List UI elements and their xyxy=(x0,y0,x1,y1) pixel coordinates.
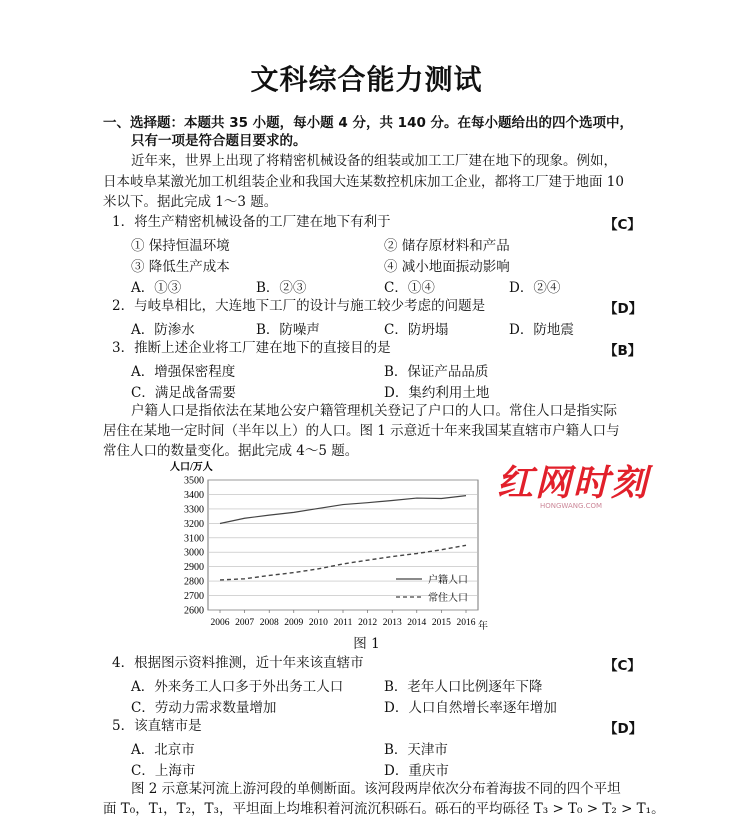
q3-stem: 3．推断上述企业将工厂建在地下的直接目的是 xyxy=(112,340,391,356)
y-tick-label: 2900 xyxy=(184,562,204,574)
series-line-registered xyxy=(220,496,466,524)
x-tick-label: 2009 xyxy=(284,618,304,628)
q4-option-b: B．老年人口比例逐年下降 xyxy=(384,679,543,695)
y-tick-label: 3000 xyxy=(184,547,204,559)
q5-option-b: B．天津市 xyxy=(384,742,448,758)
x-tick-label: 2006 xyxy=(210,618,230,628)
q2-answer: 【D】 xyxy=(604,301,643,317)
q5-answer: 【D】 xyxy=(604,721,643,737)
section-heading-line2: 只有一项是符合题目要求的。 xyxy=(131,133,307,149)
hongwang-watermark-logo: 红网时刻 xyxy=(497,463,650,504)
y-tick-label: 2600 xyxy=(184,605,204,617)
q4-option-d: D．人口自然增长率逐年增加 xyxy=(384,700,557,716)
y-tick-label: 3100 xyxy=(184,533,204,545)
x-tick-label: 2016 xyxy=(456,618,476,628)
q5-option-d: D．重庆市 xyxy=(384,763,449,779)
q1-item-4: ④ 减小地面振动影响 xyxy=(384,259,510,275)
q2-stem: 2．与岐阜相比，大连地下工厂的设计与施工较少考虑的问题是 xyxy=(112,298,486,314)
passage2-line2: 居住在某地一定时间（半年以上）的人口。图 1 示意近十年来我国某直辖市户籍人口与 xyxy=(103,423,620,439)
population-line-chart xyxy=(160,458,500,634)
passage1-line3: 米以下。据此完成 1～3 题。 xyxy=(103,194,278,210)
y-tick-label: 3500 xyxy=(184,475,204,487)
y-tick-label: 3400 xyxy=(184,489,204,501)
q1-answer: 【C】 xyxy=(604,217,641,233)
x-tick-label: 2008 xyxy=(259,618,279,628)
x-tick-label: 2014 xyxy=(407,618,427,628)
passage1-line1: 近年来，世界上出现了将精密机械设备的组装或加工工厂建在地下的现象。例如， xyxy=(131,153,617,169)
passage2-line1: 户籍人口是指依法在某地公安户籍管理机关登记了户口的人口。常住人口是指实际 xyxy=(131,403,617,419)
plot-frame xyxy=(208,480,478,610)
y-tick-label: 2800 xyxy=(184,576,204,588)
figure-caption: 图 1 xyxy=(353,636,380,652)
q3-answer: 【B】 xyxy=(604,343,642,359)
x-axis-unit: 年 xyxy=(478,621,488,632)
y-axis-label: 人口/万人 xyxy=(170,462,213,473)
q1-item-1: ① 保持恒温环境 xyxy=(131,238,230,254)
q1-option-d: D．②④ xyxy=(509,280,561,296)
page-title: 文科综合能力测试 xyxy=(250,63,483,96)
q5-option-c: C．上海市 xyxy=(131,763,196,779)
q1-option-b: B．②③ xyxy=(256,280,307,296)
x-tick-label: 2010 xyxy=(308,618,328,628)
q3-option-a: A．增强保密程度 xyxy=(131,364,236,380)
x-tick-label: 2015 xyxy=(431,618,451,628)
q4-answer: 【C】 xyxy=(604,658,641,674)
y-tick-label: 3300 xyxy=(184,504,204,516)
section-heading-line1: 一、选择题：本题共 35 小题，每小题 4 分，共 140 分。在每小题给出的四个选项中， xyxy=(103,115,634,131)
q1-item-3: ③ 降低生产成本 xyxy=(131,259,230,275)
x-tick-label: 2007 xyxy=(235,618,255,628)
q3-option-c: C．满足战备需要 xyxy=(131,385,236,401)
x-tick-label: 2013 xyxy=(382,618,402,628)
q4-option-a: A．外来务工人口多于外出务工人口 xyxy=(131,679,344,695)
legend-label: 常住人口 xyxy=(428,593,468,604)
q2-option-b: B．防噪声 xyxy=(256,322,320,338)
q3-option-d: D．集约利用土地 xyxy=(384,385,490,401)
legend-label: 户籍人口 xyxy=(428,575,468,586)
watermark-subtext: HONGWANG.COM xyxy=(540,502,603,510)
q2-option-d: D．防地震 xyxy=(509,322,574,338)
y-tick-label: 2700 xyxy=(184,591,204,603)
passage1-line2: 日本岐阜某激光加工机组装企业和我国大连某数控机床加工企业，都将工厂建于地面 10 xyxy=(103,174,624,190)
x-tick-label: 2011 xyxy=(333,618,353,628)
q4-stem: 4．根据图示资料推测，近十年来该直辖市 xyxy=(112,655,364,671)
x-tick-label: 2012 xyxy=(358,618,378,628)
q4-option-c: C．劳动力需求数量增加 xyxy=(131,700,277,716)
passage3-line2: 面 T₀，T₁，T₂，T₃，平坦面上均堆积着河流沉积砾石。砾石的平均砾径 T₃ > T₀ > T₂ > T₁。 xyxy=(103,801,665,817)
y-tick-label: 3200 xyxy=(184,518,204,530)
q5-option-a: A．北京市 xyxy=(131,742,195,758)
q1-option-a: A．①③ xyxy=(131,280,182,296)
passage2-line3: 常住人口的数量变化。据此完成 4～5 题。 xyxy=(103,443,359,459)
q3-option-b: B．保证产品品质 xyxy=(384,364,489,380)
q1-item-2: ② 储存原材料和产品 xyxy=(384,238,510,254)
q1-option-c: C．①④ xyxy=(384,280,435,296)
q1-stem: 1．将生产精密机械设备的工厂建在地下有利于 xyxy=(112,214,391,230)
q2-option-c: C．防坍塌 xyxy=(384,322,449,338)
passage3-line1: 图 2 示意某河流上游河段的单侧断面。该河段两岸依次分布着海拔不同的四个平坦 xyxy=(131,781,621,797)
q2-option-a: A．防渗水 xyxy=(131,322,195,338)
q5-stem: 5．该直辖市是 xyxy=(112,718,202,734)
